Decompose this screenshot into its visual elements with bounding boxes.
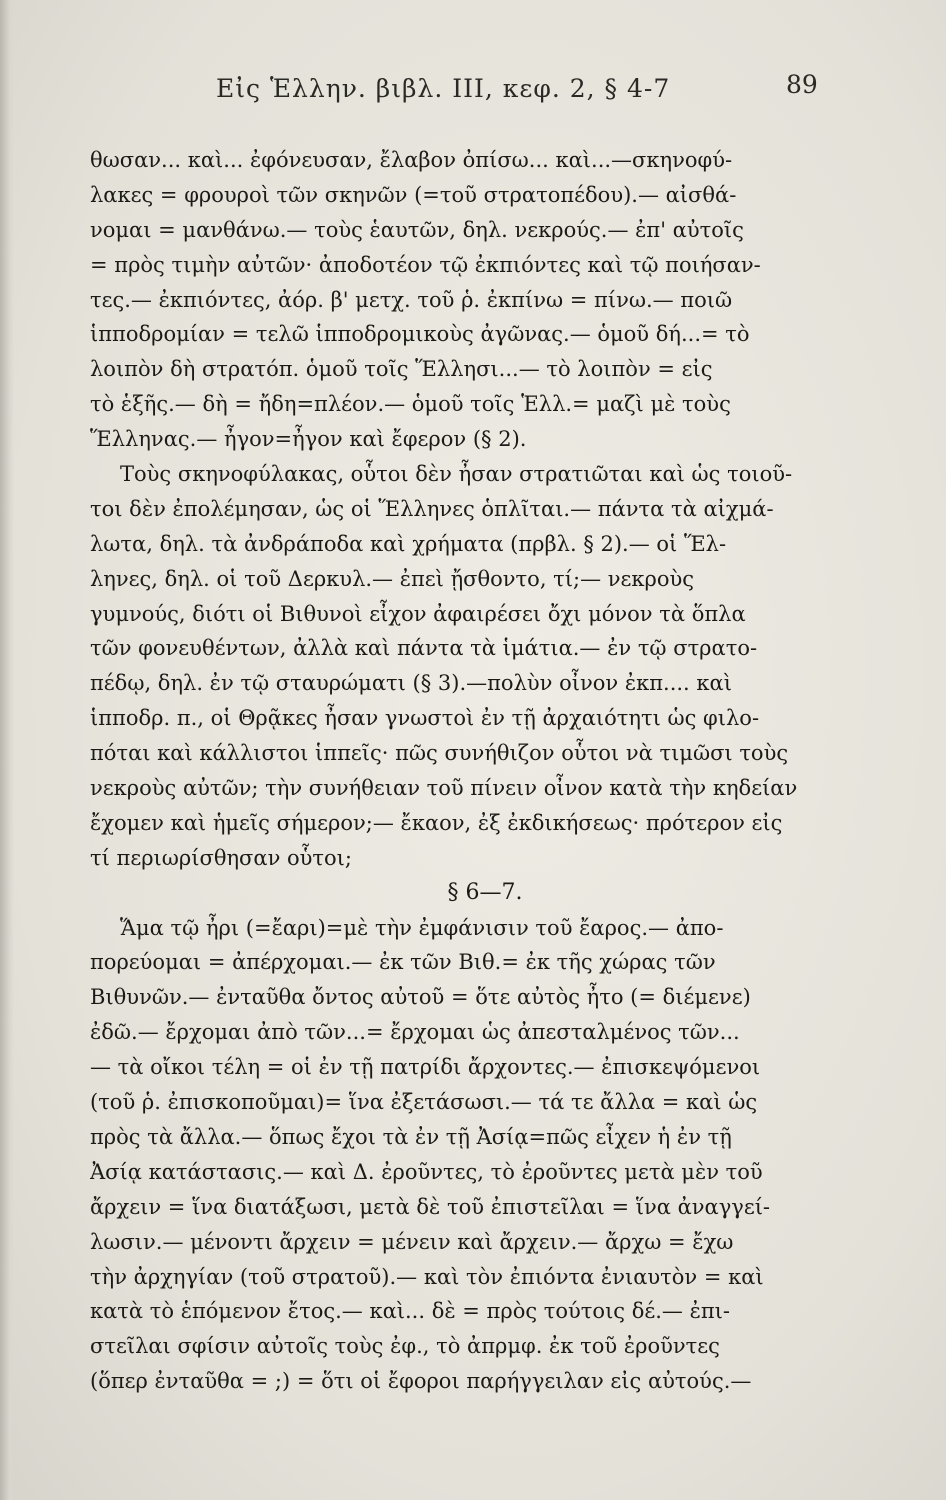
text-line: στεῖλαι σφίσιν αὐτοῖς τοὺς ἐφ., τὸ ἀπρμφ. ἐκ τοῦ ἐροῦντες xyxy=(90,1334,720,1359)
text-line: πορεύομαι = ἀπέρχομαι.— ἐκ τῶν Βιθ.= ἐκ τῆς χώρας τῶν xyxy=(90,950,716,975)
text-line: τί περιωρίσθησαν οὗτοι; xyxy=(90,845,352,870)
text-line: νομαι = μανθάνω.— τοὺς ἑαυτῶν, δηλ. νεκρούς.— ἐπ' αὐτοῖς xyxy=(90,217,744,242)
text-line: ληνες, δηλ. οἱ τοῦ Δερκυλ.— ἐπεὶ ᾔσθοντο, τί;— νεκροὺς xyxy=(90,566,695,591)
text-line: ἄρχειν = ἵνα διατάξωσι, μετὰ δὲ τοῦ ἐπιστεῖλαι = ἵνα ἀναγγεί- xyxy=(90,1194,771,1219)
text-line: Ἀσίᾳ κατάστασις.— καὶ Δ. ἐροῦντες, τὸ ἐροῦντες μετὰ μὲν τοῦ xyxy=(90,1159,763,1184)
text-line: Τοὺς σκηνοφύλακας, οὗτοι δὲν ἦσαν στρατιῶται καὶ ὡς τοιοῦ- xyxy=(120,462,793,487)
text-line: τὸ ἑξῆς.— δὴ = ἤδη=πλέον.— ὁμοῦ τοῖς Ἑλλ.= μαζὶ μὲ τοὺς xyxy=(90,392,731,417)
text-line: (ὅπερ ἐνταῦθα = ;) = ὅτι οἱ ἔφοροι παρήγγειλαν εἰς αὐτούς.— xyxy=(90,1369,752,1394)
text-line: ἱπποδρ. π., οἱ Θρᾷκες ἦσαν γνωστοὶ ἐν τῇ ἀρχαιότητι ὡς φιλο- xyxy=(90,706,760,731)
page-header xyxy=(0,66,946,106)
text-line: τὴν ἀρχηγίαν (τοῦ στρατοῦ).— καὶ τὸν ἐπιόντα ἐνιαυτὸν = καὶ xyxy=(90,1264,764,1289)
page-gutter-shadow xyxy=(0,0,14,1500)
text-line: κατὰ τὸ ἑπόμενον ἔτος.— καὶ... δὲ = πρὸς τούτοις δέ.— ἐπι- xyxy=(90,1299,731,1324)
text-line: λοιπὸν δὴ στρατόπ. ὁμοῦ τοῖς Ἕλλησι...— τὸ λοιπὸν = εἰς xyxy=(90,357,713,382)
text-line: ἱπποδρομίαν = τελῶ ἱπποδρομικοὺς ἀγῶνας.— ὁμοῦ δή...= τὸ xyxy=(90,322,750,347)
text-line: νεκροὺς αὐτῶν; τὴν συνήθειαν τοῦ πίνειν οἶνον κατὰ τὴν κηδείαν xyxy=(90,776,798,801)
text-line: (τοῦ ῥ. ἐπισκοποῦμαι)= ἵνα ἐξετάσωσι.— τά τε ἄλλα = καὶ ὡς xyxy=(90,1090,758,1115)
text-line: ἔχομεν καὶ ἡμεῖς σήμερον;— ἔκαον, ἐξ ἐκδικήσεως· πρότερον εἰς xyxy=(90,810,783,835)
text-line: λωσιν.— μένοντι ἄρχειν = μένειν καὶ ἄρχειν.— ἄρχω = ἔχω xyxy=(90,1229,734,1254)
text-line: τῶν φονευθέντων, ἀλλὰ καὶ πάντα τὰ ἱμάτια.— ἐν τῷ στρατο- xyxy=(90,636,758,661)
text-line: τοι δὲν ἐπολέμησαν, ὡς οἱ Ἕλληνες ὁπλῖται.— πάντα τὰ αἰχμά- xyxy=(90,496,774,521)
text-line: πέδῳ, δηλ. ἐν τῷ σταυρώματι (§ 3).—πολὺν οἶνον ἐκπ.... καὶ xyxy=(90,671,732,696)
text-line: — τὰ οἴκοι τέλη = οἱ ἐν τῇ πατρίδι ἄρχοντες.— ἐπισκεψόμενοι xyxy=(90,1055,761,1080)
text-line: λωτα, δηλ. τὰ ἀνδράποδα καὶ χρήματα (πρβλ. § 2).— οἱ Ἕλ- xyxy=(90,531,727,556)
text-line: θωσαν... καὶ... ἐφόνευσαν, ἔλαβον ὀπίσω... καὶ...—σκηνοφύ- xyxy=(90,148,733,172)
text-line: Ἕλληνας.— ἦγον=ἦγον καὶ ἔφερον (§ 2). xyxy=(90,427,527,452)
text-line: λακες = φρουροὶ τῶν σκηνῶν (=τοῦ στρατοπέδου).— αἰσθά- xyxy=(90,182,737,207)
text-line: = πρὸς τιμὴν αὐτῶν· ἀποδοτέον τῷ ἐκπιόντες καὶ τῷ ποιήσαν- xyxy=(90,252,761,277)
text-line: ἐδῶ.— ἔρχομαι ἀπὸ τῶν...= ἔρχομαι ὡς ἀπεσταλμένος τῶν... xyxy=(90,1020,740,1045)
text-line: πόται καὶ κάλλιστοι ἱππεῖς· πῶς συνήθιζον οὗτοι νὰ τιμῶσι τοὺς xyxy=(90,741,789,766)
text-line: πρὸς τὰ ἄλλα.— ὅπως ἔχοι τὰ ἐν τῇ Ἀσίᾳ=πῶς εἶχεν ἡ ἐν τῇ xyxy=(90,1124,732,1149)
text-line: γυμνούς, διότι οἱ Βιθυνοὶ εἶχον ἀφαιρέσει ὄχι μόνον τὰ ὅπλα xyxy=(90,601,746,626)
text-line: τες.— ἐκπιόντες, ἀόρ. β' μετχ. τοῦ ῥ. ἐκπίνω = πίνω.— ποιῶ xyxy=(90,287,733,312)
page-number: 89 xyxy=(786,70,818,99)
text-line: Βιθυνῶν.— ἐνταῦθα ὄντος αὐτοῦ = ὅτε αὐτὸς ἦτο (= διέμενε) xyxy=(90,985,751,1010)
text-line: Ἅμα τῷ ἦρι (=ἔαρι)=μὲ τὴν ἐμφάνισιν τοῦ ἔαρος.— ἀπο- xyxy=(120,915,724,940)
commentary-text xyxy=(90,143,840,1399)
section-heading: § 6—7. xyxy=(447,879,523,905)
running-head: Εἰς Ἑλλην. βιβλ. III, κεφ. 2, § 4-7 xyxy=(216,74,671,103)
